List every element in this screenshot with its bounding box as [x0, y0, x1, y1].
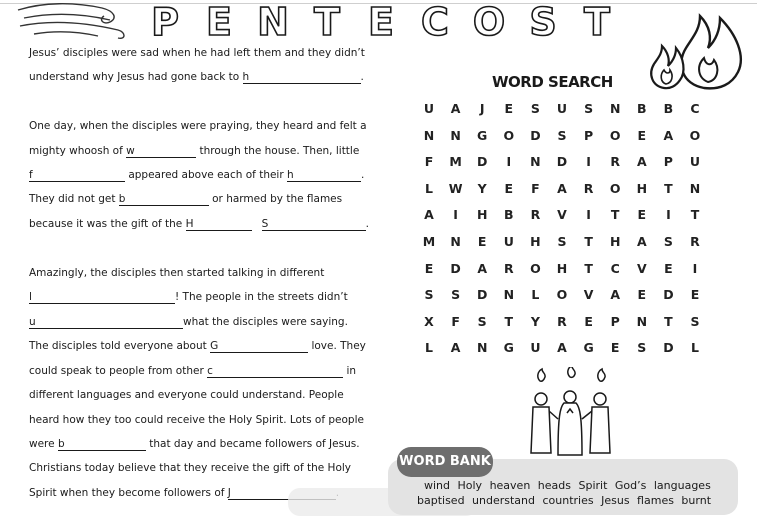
word-bank-row: wind Holy heaven heads Spirit God’s languages — [424, 479, 711, 492]
grid-letter[interactable]: H — [609, 234, 621, 249]
story-line: Amazingly, the disciples then started talking in different — [29, 267, 325, 279]
answer-blank[interactable]: b — [58, 438, 146, 451]
answer-blank[interactable]: G — [210, 340, 308, 353]
answer-blank[interactable]: l — [29, 291, 175, 304]
grid-letter[interactable]: M — [422, 234, 436, 249]
grid-letter[interactable]: H — [530, 234, 541, 249]
grid-letter[interactable]: E — [584, 313, 593, 329]
grid-letter[interactable]: S — [584, 101, 594, 116]
grid-letter[interactable]: N — [609, 101, 621, 116]
grid-letter[interactable]: V — [583, 287, 594, 303]
word-bank-label: WORD BANK — [397, 447, 493, 477]
grid-letter[interactable]: U — [423, 101, 435, 116]
grid-letter[interactable]: T — [664, 180, 673, 196]
grid-letter[interactable]: S — [637, 340, 647, 356]
grid-letter[interactable]: L — [425, 180, 433, 196]
grid-letter[interactable]: S — [530, 101, 540, 116]
grid-letter[interactable]: E — [637, 287, 647, 303]
story-line: The disciples told everyone about G love. They — [29, 340, 366, 352]
grid-letter[interactable]: D — [663, 287, 674, 303]
grid-letter[interactable]: A — [424, 207, 434, 223]
grid-letter[interactable]: C — [690, 101, 700, 116]
grid-letter[interactable]: I — [586, 154, 591, 170]
title-letter: S — [529, 0, 557, 44]
answer-blank[interactable]: w — [126, 145, 196, 158]
answer-blank[interactable]: H — [186, 218, 252, 231]
grid-letter[interactable]: E — [610, 340, 620, 356]
grid-letter[interactable]: A — [450, 340, 461, 356]
grid-letter[interactable]: B — [663, 101, 674, 116]
grid-letter[interactable]: T — [504, 313, 514, 329]
grid-letter[interactable]: B — [637, 101, 647, 116]
grid-letter[interactable]: O — [689, 127, 701, 143]
grid-letter[interactable]: G — [477, 127, 488, 143]
grid-letter[interactable]: A — [610, 287, 621, 303]
answer-blank[interactable]: b — [119, 193, 209, 206]
grid-letter[interactable]: T — [584, 234, 593, 249]
grid-letter[interactable]: A — [477, 260, 488, 276]
grid-letter[interactable]: R — [583, 180, 594, 196]
grid-letter[interactable]: T — [664, 313, 673, 329]
grid-letter[interactable]: H — [556, 260, 568, 276]
story-line: because it was the gift of the H S . — [29, 218, 369, 230]
title-letter: O — [472, 0, 506, 44]
grid-letter[interactable]: U — [530, 340, 541, 356]
grid-letter[interactable]: A — [557, 340, 567, 356]
grid-letter[interactable]: S — [663, 234, 673, 249]
grid-letter[interactable]: S — [451, 287, 461, 303]
grid-letter[interactable]: T — [610, 207, 620, 223]
grid-letter[interactable]: L — [425, 340, 433, 356]
title-letter: E — [206, 0, 232, 44]
grid-letter[interactable]: N — [689, 180, 701, 196]
grid-letter[interactable]: E — [424, 260, 434, 276]
story-line: They did not get b or harmed by the flames — [29, 193, 343, 205]
grid-letter[interactable]: I — [692, 260, 698, 276]
grid-letter[interactable]: U — [556, 101, 568, 116]
answer-blank[interactable]: h — [287, 169, 361, 182]
grid-letter[interactable]: L — [531, 287, 540, 303]
grid-letter[interactable]: S — [557, 127, 567, 143]
story-line: l ! The people in the streets didn’t — [29, 291, 348, 303]
story-line: mighty whoosh of w through the house. Then, little — [29, 145, 360, 157]
grid-letter[interactable]: R — [690, 234, 700, 249]
story-line: Spirit when they become followers of J — [29, 487, 339, 500]
grid-letter[interactable]: T — [584, 260, 593, 276]
disciples-with-flames-illustration — [524, 367, 616, 459]
grid-letter[interactable]: W — [448, 180, 463, 196]
grid-letter[interactable]: O — [530, 260, 541, 276]
grid-letter[interactable]: J — [479, 101, 485, 116]
title-letter: P — [151, 0, 179, 44]
grid-letter[interactable]: C — [610, 260, 620, 276]
grid-letter[interactable]: L — [691, 340, 699, 356]
grid-letter[interactable]: R — [610, 154, 620, 170]
grid-letter[interactable]: E — [664, 260, 673, 276]
grid-letter[interactable]: N — [450, 234, 461, 249]
grid-letter[interactable]: D — [450, 260, 461, 276]
grid-letter[interactable]: E — [690, 287, 700, 303]
grid-letter[interactable]: E — [504, 180, 514, 196]
grid-letter[interactable]: A — [663, 127, 674, 143]
word-bank-row: baptised understand countries Jesus flames burnt — [417, 494, 712, 507]
grid-letter[interactable]: N — [423, 127, 435, 143]
grid-letter[interactable]: A — [636, 234, 647, 249]
story-line: u what the disciples were saying. — [29, 316, 348, 328]
grid-letter[interactable]: T — [690, 207, 700, 223]
story-line: Jesus’ disciples were sad when he had left them and they didn’t — [29, 47, 365, 59]
story-line: heard how they too could receive the Holy Spirit. Lots of people — [29, 414, 364, 426]
grid-letter[interactable]: I — [586, 207, 591, 223]
grid-letter[interactable]: M — [449, 154, 462, 170]
grid-letter[interactable]: U — [503, 234, 514, 249]
grid-letter[interactable]: E — [477, 234, 487, 249]
story-line: One day, when the disciples were praying, they heard and felt a — [29, 120, 367, 132]
grid-letter[interactable]: E — [504, 101, 514, 116]
grid-letter[interactable]: R — [503, 260, 514, 276]
grid-letter[interactable]: I — [666, 207, 671, 223]
title-letter: N — [257, 0, 289, 44]
grid-letter[interactable]: S — [690, 313, 700, 329]
answer-blank[interactable]: c — [207, 365, 343, 378]
grid-letter[interactable]: H — [636, 180, 648, 196]
title-letter: T — [314, 0, 340, 44]
story-line: Christians today believe that they receive the gift of the Holy — [29, 462, 351, 474]
wind-swirl-decoration — [14, 0, 134, 42]
grid-letter[interactable]: N — [450, 127, 461, 143]
grid-letter[interactable]: N — [530, 154, 541, 170]
grid-letter[interactable]: N — [503, 287, 515, 303]
grid-letter[interactable]: S — [557, 234, 567, 249]
grid-letter[interactable]: E — [637, 207, 647, 223]
grid-letter[interactable]: F — [531, 180, 540, 196]
grid-letter[interactable]: N — [636, 313, 648, 329]
grid-letter[interactable]: Y — [477, 180, 487, 196]
grid-letter[interactable]: P — [610, 313, 620, 329]
grid-letter[interactable]: V — [557, 207, 567, 223]
page-title — [146, 2, 616, 42]
grid-letter[interactable]: B — [504, 207, 514, 223]
grid-letter[interactable]: G — [503, 340, 514, 356]
answer-blank[interactable]: S — [262, 218, 366, 231]
grid-letter[interactable]: U — [689, 154, 701, 170]
story-line: were b that day and became followers of Jesus. — [29, 438, 360, 450]
grid-letter[interactable]: O — [609, 180, 621, 196]
grid-letter[interactable]: X — [424, 313, 434, 329]
grid-letter[interactable]: A — [557, 180, 567, 196]
grid-letter[interactable]: D — [476, 287, 488, 303]
answer-blank[interactable]: h — [243, 71, 361, 84]
grid-letter[interactable]: S — [477, 313, 487, 329]
grid-letter[interactable]: O — [609, 127, 621, 143]
grid-letter[interactable]: V — [636, 260, 647, 276]
title-letter: C — [421, 0, 449, 44]
grid-letter[interactable]: D — [556, 154, 568, 170]
grid-letter[interactable]: F — [451, 313, 460, 329]
title-letter: E — [368, 0, 394, 44]
story-line: different languages and everyone could understand. People — [29, 389, 344, 401]
grid-letter[interactable]: I — [453, 207, 458, 223]
answer-blank[interactable]: u — [29, 316, 183, 329]
grid-letter[interactable]: D — [530, 127, 541, 143]
grid-letter[interactable]: R — [557, 313, 567, 329]
grid-letter[interactable]: I — [506, 154, 512, 170]
story-line: understand why Jesus had gone back to h . — [29, 71, 364, 83]
grid-letter[interactable]: O — [556, 287, 568, 303]
grid-letter[interactable]: E — [637, 127, 647, 143]
grid-letter[interactable]: A — [636, 154, 647, 170]
answer-blank[interactable]: J — [228, 487, 336, 500]
story-line: could speak to people from other c in — [29, 365, 357, 377]
grid-letter[interactable]: H — [476, 207, 488, 223]
grid-letter[interactable]: O — [503, 127, 515, 143]
story-line: f appeared above each of their h . — [29, 169, 365, 181]
answer-blank[interactable]: f — [29, 169, 125, 182]
grid-letter[interactable]: G — [583, 340, 594, 356]
grid-letter[interactable]: P — [663, 154, 673, 170]
grid-letter[interactable]: N — [476, 340, 488, 356]
grid-letter[interactable]: S — [424, 287, 434, 303]
grid-letter[interactable]: P — [584, 127, 594, 143]
grid-letter[interactable]: F — [424, 154, 434, 170]
grid-letter[interactable]: A — [450, 101, 461, 116]
grid-letter[interactable]: D — [476, 154, 488, 170]
grid-letter[interactable]: D — [663, 340, 674, 356]
grid-letter[interactable]: R — [530, 207, 541, 223]
grid-letter[interactable]: Y — [530, 313, 540, 329]
word-search-title: WORD SEARCH — [492, 73, 613, 91]
title-letter: T — [584, 0, 610, 44]
flames-icon — [642, 0, 752, 92]
